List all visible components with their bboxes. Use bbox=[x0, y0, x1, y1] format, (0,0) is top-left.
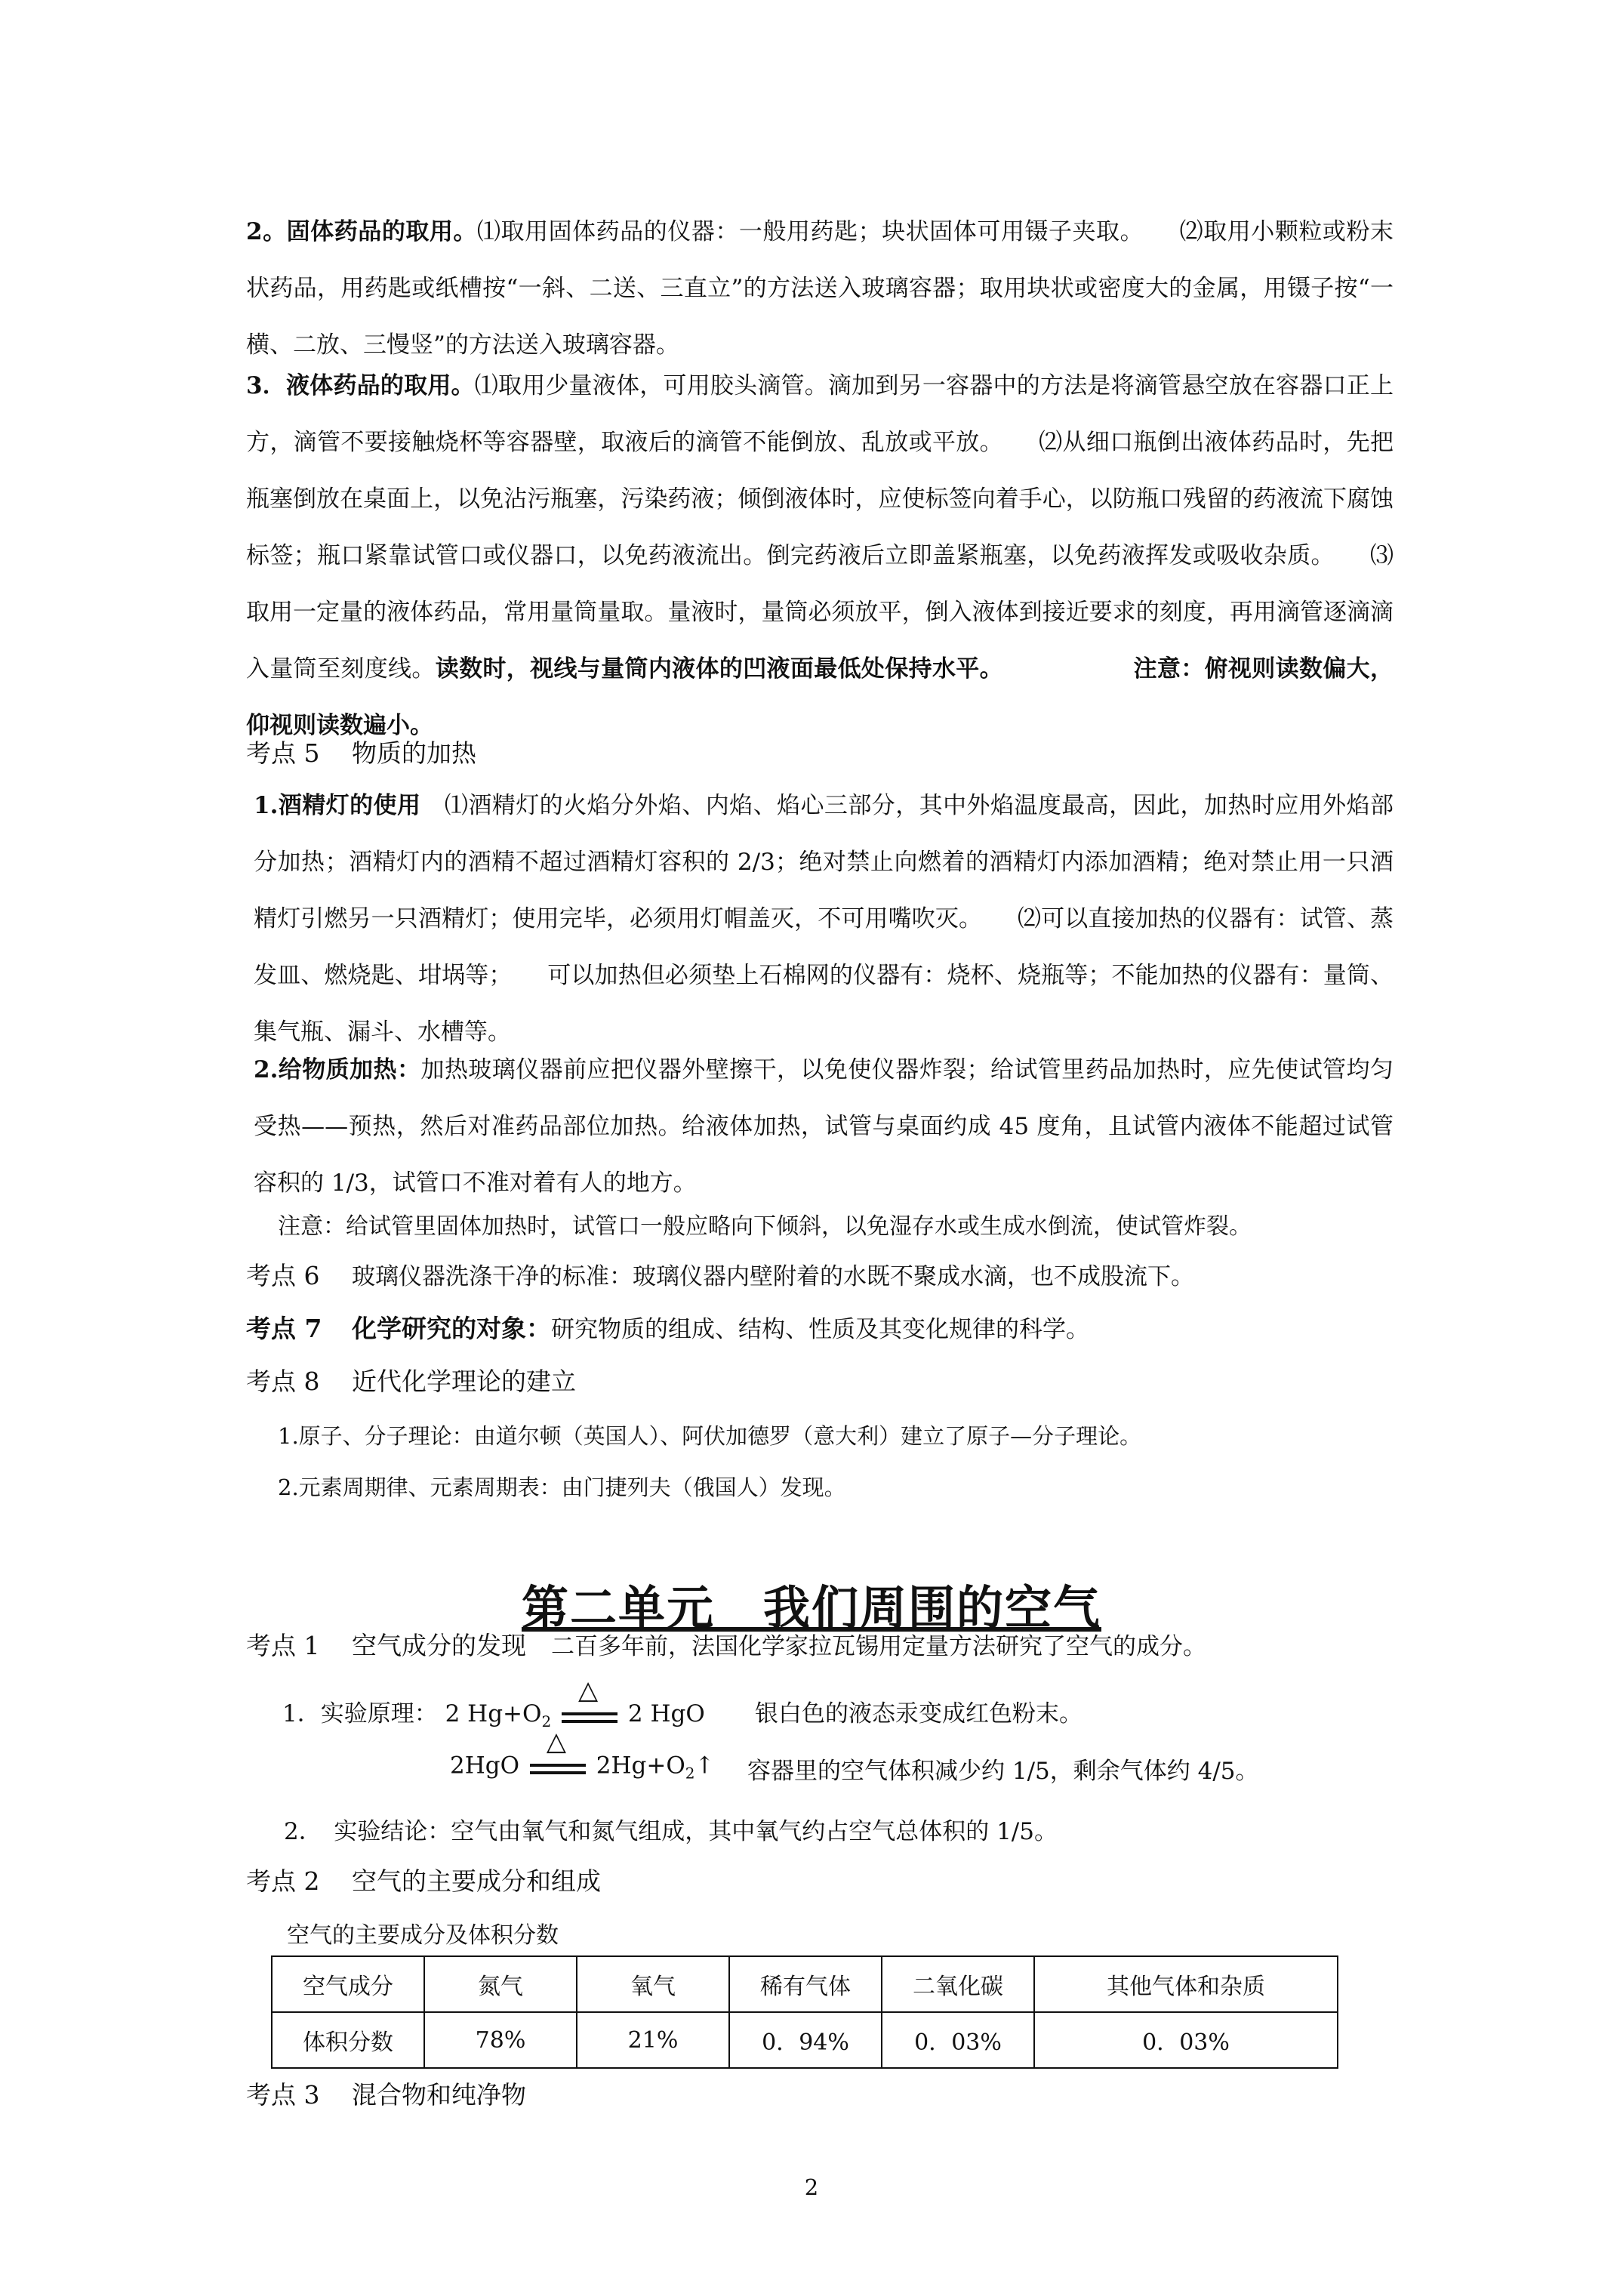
table-cell: 0．94% bbox=[729, 2012, 882, 2068]
equation-right: 2 HgO bbox=[627, 1700, 705, 1727]
kaodian-title: 化学研究的对象： bbox=[352, 1314, 551, 1343]
equation-2 bbox=[450, 1727, 715, 1783]
unit2-kaodian-3 bbox=[246, 2073, 526, 2118]
section-body: ⑴取用少量液体，可用胶头滴管。滴加到另一容器中的方法是将滴管悬空放在容器口正上方，滴管不要接触烧杯等容器壁，取液后的滴管不能倒放、乱放或平放。 ⑵从细口瓶倒出液体药品时，先把瓶塞倒放在桌面上，以免沾污瓶塞，污染药液；倾倒液体时，应使标签向着手心，以防瓶口残留的药液流下腐蚀标签；瓶口紧靠试管口或仪器口，以免药液流出。倒完药液后立即盖紧瓶塞，以免药液挥发或吸收杂质。 ⑶取用一定量的液体药品，常用量筒量取。量液时，量筒必须放平，倒入液体到接近要求的刻度，再用滴管逐滴滴入量筒至刻度线。 bbox=[246, 372, 1394, 683]
kaodian-title: 近代化学理论的建立 bbox=[352, 1367, 576, 1396]
table-header-cell: 二氧化碳 bbox=[882, 1956, 1034, 2012]
table-cell: 0．03% bbox=[1034, 2012, 1338, 2068]
table-cell: 体积分数 bbox=[272, 2012, 424, 2068]
section-number: 2。 bbox=[246, 218, 287, 245]
alcohol-lamp-section bbox=[254, 778, 1394, 1061]
subsection-body: 加热玻璃仪器前应把仪器外壁擦干，以免使仪器炸裂；给试管里药品加热时，应先使试管均匀受热——预热，然后对准药品部位加热。给液体加热，试管与桌面约成 45 度角，且试管内液体不能超过试管容积的 1/3，试管口不准对着有人的地方。 bbox=[254, 1056, 1394, 1197]
kaodian-label: 考点 1 bbox=[246, 1631, 320, 1660]
equation-left: 2HgO bbox=[450, 1752, 520, 1780]
kaodian-label: 考点 2 bbox=[246, 1866, 320, 1896]
equation-subscript: 2 bbox=[541, 1712, 552, 1731]
heat-double-bar-icon bbox=[562, 1675, 617, 1730]
table-header-cell: 稀有气体 bbox=[729, 1956, 882, 2012]
kaodian-label: 考点 7 bbox=[246, 1314, 322, 1343]
table-header-cell: 空气成分 bbox=[272, 1956, 424, 2012]
kaodian-8-heading bbox=[246, 1359, 576, 1404]
kaodian-title: 混合物和纯净物 bbox=[352, 2080, 526, 2110]
subsection-title: 2.给物质加热： bbox=[254, 1056, 421, 1083]
subsection-body: ⑴酒精灯的火焰分外焰、内焰、焰心三部分，其中外焰温度最高，因此，加热时应用外焰部分加热；酒精灯内的酒精不超过酒精灯容积的 2/3；绝对禁止向燃着的酒精灯内添加酒精；绝对禁止用一只酒精灯引燃另一只酒精灯；使用完毕，必须用灯帽盖灭，不可用嘴吹灭。 ⑵可以直接加热的仪器有：试管、蒸发皿、燃烧匙、坩埚等； 可以加热但必须垫上石棉网的仪器有：烧杯、烧瓶等；不能加热的仪器有：量筒、集气瓶、漏斗、水槽等。 bbox=[254, 792, 1394, 1046]
equation-subscript: 2 bbox=[685, 1764, 695, 1783]
reading-note: 注意：俯视则读数偏大，仰视则读数遍小。 bbox=[246, 655, 1394, 739]
gas-arrow-icon: ↑ bbox=[694, 1752, 715, 1780]
kaodian-label: 考点 8 bbox=[246, 1367, 320, 1396]
page-number: 2 bbox=[804, 2174, 819, 2200]
kaodian-title: 空气的主要成分和组成 bbox=[352, 1866, 601, 1896]
heat-double-bar-icon bbox=[530, 1727, 586, 1782]
kaodian-5-heading bbox=[246, 731, 476, 776]
section-number: 3． bbox=[246, 372, 287, 399]
kaodian-text: 玻璃仪器洗涤干净的标准：玻璃仪器内壁附着的水既不聚成水滴，也不成股流下。 bbox=[352, 1263, 1194, 1290]
heating-section bbox=[254, 1042, 1394, 1212]
section-title: 固体药品的取用。 bbox=[286, 218, 477, 245]
unit2-kaodian-2 bbox=[246, 1859, 601, 1904]
section-title: 液体药品的取用。 bbox=[286, 372, 475, 399]
equation-right: 2Hg+O bbox=[596, 1752, 685, 1780]
table-cell: 0．03% bbox=[882, 2012, 1034, 2068]
equation-left: 2 Hg+O bbox=[445, 1700, 542, 1727]
table-caption: 空气的主要成分及体积分数 bbox=[287, 1922, 559, 1949]
unit-title: 第二单元 我们周围的空气 bbox=[521, 1580, 1101, 1635]
section-liquid-reagents bbox=[246, 358, 1394, 754]
principle-label: 1．实验原理： bbox=[282, 1700, 438, 1727]
subsection-title: 1.酒精灯的使用 bbox=[254, 792, 421, 819]
kaodian-6 bbox=[246, 1253, 1194, 1299]
equation-1-note: 银白色的液态汞变成红色粉末。 bbox=[755, 1700, 1083, 1727]
table-header-cell: 其他气体和杂质 bbox=[1034, 1956, 1338, 2012]
heating-note: 注意：给试管里固体加热时，试管口一般应略向下倾斜，以免湿存水或生成水倒流，使试管炸裂。 bbox=[278, 1213, 1252, 1240]
section-body: ⑴取用固体药品的仪器：一般用药匙；块状固体可用镊子夹取。 ⑵取用小颗粒或粉末状药品，用药匙或纸槽按“一斜、二送、三直立”的方法送入玻璃容器；取用块状或密度大的金属，用镊子按“一横、二放、三慢竖”的方法送入玻璃容器。 bbox=[246, 218, 1394, 359]
section-solid-reagents bbox=[246, 204, 1394, 374]
kaodian-8-item-1: 1.原子、分子理论：由道尔顿（英国人）、阿伏加德罗（意大利）建立了原子—分子理论。 bbox=[278, 1423, 1142, 1449]
kaodian-title: 空气成分的发现 bbox=[352, 1631, 526, 1660]
table-cell: 21% bbox=[577, 2012, 729, 2068]
table-header-cell: 氮气 bbox=[424, 1956, 577, 2012]
kaodian-8-item-2: 2.元素周期律、元素周期表：由门捷列夫（俄国人）发现。 bbox=[278, 1475, 846, 1500]
kaodian-text: 二百多年前，法国化学家拉瓦锡用定量方法研究了空气的成分。 bbox=[551, 1633, 1206, 1660]
delta-icon: △ bbox=[578, 1675, 599, 1706]
equation-1 bbox=[282, 1675, 705, 1731]
air-composition-table bbox=[271, 1955, 1338, 2069]
table-row bbox=[272, 2012, 1338, 2068]
reading-rule: 读数时，视线与量筒内液体的凹液面最低处保持水平。 bbox=[435, 655, 992, 683]
kaodian-label: 考点 5 bbox=[246, 738, 320, 768]
table-cell: 78% bbox=[424, 2012, 577, 2068]
kaodian-title: 物质的加热 bbox=[352, 738, 476, 768]
table-header-cell: 氧气 bbox=[577, 1956, 729, 2012]
experiment-conclusion: 2． 实验结论：空气由氧气和氮气组成，其中氧气约占空气总体积的 1/5。 bbox=[284, 1818, 1058, 1845]
kaodian-label: 考点 3 bbox=[246, 2080, 320, 2110]
kaodian-label: 考点 6 bbox=[246, 1261, 320, 1290]
table-header-row bbox=[272, 1956, 1338, 2012]
kaodian-text: 研究物质的组成、结构、性质及其变化规律的科学。 bbox=[551, 1316, 1089, 1343]
delta-icon: △ bbox=[546, 1727, 567, 1757]
unit2-kaodian-1 bbox=[246, 1623, 1206, 1669]
kaodian-7 bbox=[246, 1306, 1089, 1352]
equation-2-note: 容器里的空气体积减少约 1/5，剩余气体约 4/5。 bbox=[747, 1758, 1259, 1785]
